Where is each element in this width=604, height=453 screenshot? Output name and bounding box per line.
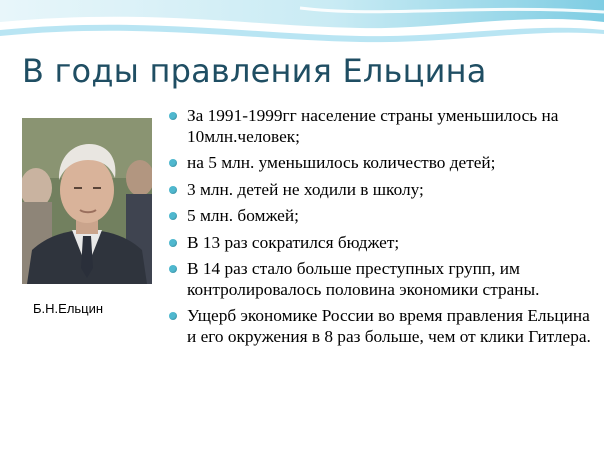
bullet-icon <box>169 159 177 167</box>
list-item <box>168 180 598 201</box>
bullet-text: За 1991-1999гг население страны уменьшилось на 10млн.человек; <box>187 106 559 146</box>
list-item <box>168 106 598 147</box>
bullet-text: 3 млн. детей не ходили в школу; <box>187 179 424 199</box>
list-item <box>168 233 598 254</box>
bullet-icon <box>169 212 177 220</box>
bullet-text: на 5 млн. уменьшилось количество детей; <box>187 153 496 172</box>
list-item <box>168 206 598 227</box>
bullet-text: В 14 раз стало больше преступных групп, им контролировалось половина экономики страны. <box>187 259 540 299</box>
list-item <box>168 153 598 174</box>
portrait-photo <box>22 118 152 284</box>
bullet-text: В 13 раз сократился бюджет; <box>187 232 400 252</box>
bullet-icon <box>169 239 177 247</box>
bullet-icon <box>169 112 177 120</box>
bullet-text: Ущерб экономике России во время правления Ельцина и его окружения в 8 раз больше, чем от клики Гитлера. <box>187 306 591 346</box>
portrait-illustration <box>22 118 152 284</box>
list-item <box>168 306 598 347</box>
photo-caption: Б.Н.Ельцин <box>33 301 104 316</box>
list-item <box>168 259 598 300</box>
slide-title: В годы правления Ельцина <box>22 52 487 90</box>
bullet-icon <box>169 186 177 194</box>
bullet-icon <box>169 265 177 273</box>
bullet-icon <box>169 312 177 320</box>
bullet-list <box>168 106 598 353</box>
bullet-text: 5 млн. бомжей; <box>187 206 299 225</box>
